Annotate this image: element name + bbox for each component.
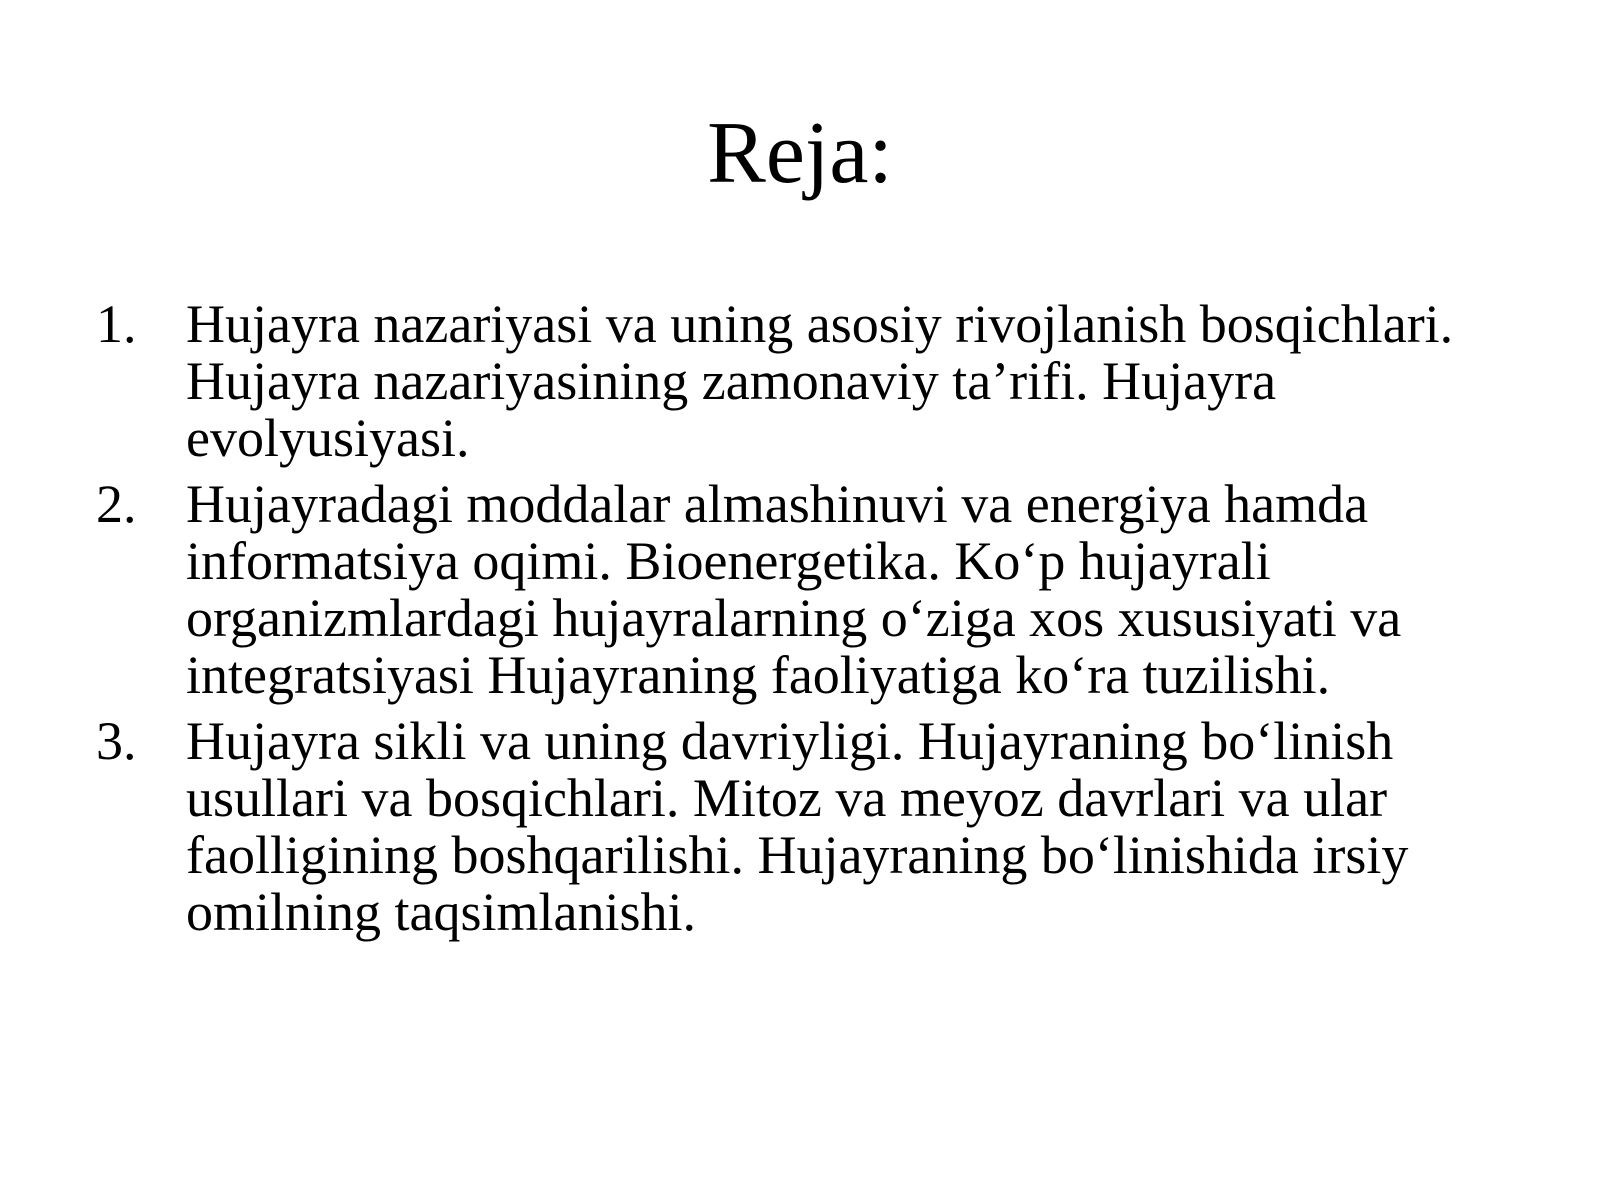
agenda-item-text: Hujayra sikli va uning davriyligi. Hujayraning bo‘linish usullari va bosqichlari. Mitoz va meyoz davrlari va ular faolligining boshqarilishi. Hujayraning bo‘linishida irsiy omilning taqsimlanishi. <box>186 711 1409 942</box>
agenda-item-number: 2. <box>96 474 137 534</box>
agenda-item-text: Hujayra nazariyasi va uning asosiy rivojlanish bosqichlari. Hujayra nazariyasining zamonaviy ta’rifi. Hujayra evolyusiyasi. <box>186 294 1454 468</box>
agenda-item-1 <box>96 296 1536 467</box>
agenda-item-3 <box>96 713 1536 941</box>
agenda-item-number: 1. <box>96 294 137 354</box>
slide-title: Reja: <box>707 105 893 202</box>
agenda-list <box>96 296 1536 950</box>
agenda-item-text: Hujayradagi moddalar almashinuvi va energiya hamda informatsiya oqimi. Bioenergetika. Ko‘p hujayrali organizmlardagi hujayralarning o‘ziga xos xususiyati va integratsiyasi Hujayraning faoliyatiga ko‘ra tuzilishi. <box>186 474 1402 705</box>
agenda-item-number: 3. <box>96 711 137 771</box>
agenda-item-2 <box>96 476 1536 704</box>
